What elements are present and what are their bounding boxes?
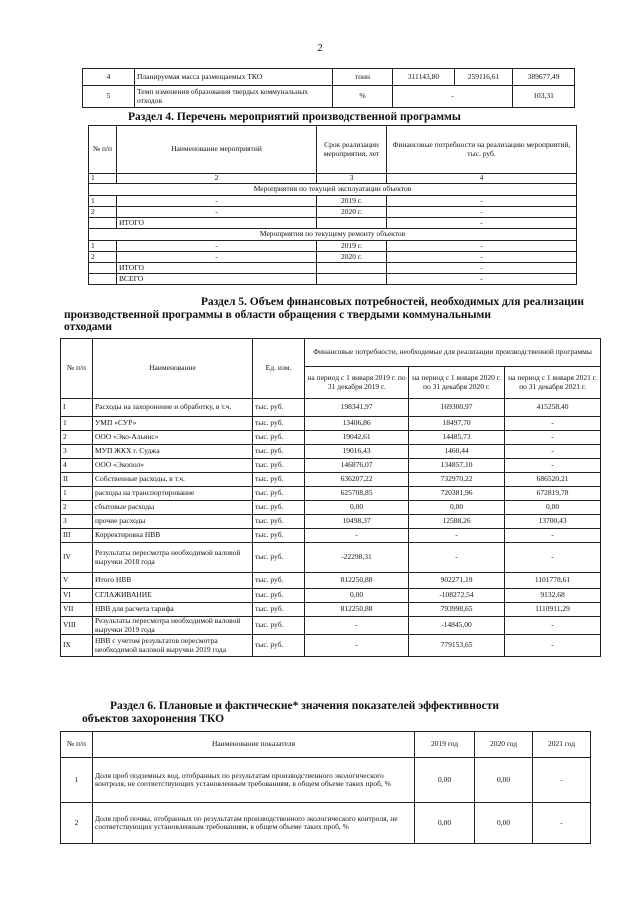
table-row: III Корректировка НВВ тыс. руб. - - - — [61, 529, 601, 543]
section5-table — [60, 338, 601, 657]
header-row: № п/п Наименование мероприятий Срок реализации мероприятия, лет Финансовые потребности на реализацию мероприятий, тыс. руб. — [89, 126, 577, 174]
table-row: 2 Доля проб почвы, отобранных по результатам производственного экологического контроля, не соответствующих установленным требованиям, в общем объеме таких проб, % 0,00 0,00 - — [61, 803, 591, 844]
group-title: Мероприятия по текущему ремонту объектов — [89, 229, 577, 241]
table-row: 2 - 2020 г. - — [89, 207, 577, 218]
section4-table — [88, 125, 577, 285]
table-row: 3 МУП ЖКХ г. Суджа тыс. руб. 19016,43 1460,44 - — [61, 445, 601, 459]
table-row: VIII Результаты пересмотра необходимой валовой выручки 2019 года тыс. руб. - -14845,00 - — [61, 617, 601, 635]
table-row: 1 - 2019 г. - — [89, 241, 577, 252]
total-row: ИТОГО - — [89, 218, 577, 229]
section6-title: Раздел 6. Плановые и фактические* значения показателей эффективности объектов захоронения ТКО — [82, 700, 499, 725]
table-row: VI СГЛАЖИВАНИЕ тыс. руб. 0,00 -108272,54 9132,68 — [61, 589, 601, 603]
table-row: V Итого НВВ тыс. руб. 812250,88 902271,19 1101778,61 — [61, 573, 601, 589]
table-row: VII НВВ для расчета тарифа тыс. руб. 812250,88 793998,65 1110911,29 — [61, 603, 601, 617]
page-number: 2 — [317, 42, 323, 54]
grand-total-row: ВСЕГО - — [89, 274, 577, 285]
section6-table — [60, 731, 591, 844]
table-row: 1 - 2019 г. - — [89, 196, 577, 207]
table-row: 3 прочие расходы тыс. руб. 10498,37 12588,26 13700,43 — [61, 515, 601, 529]
table-row: 1 расходы на транспортирование тыс. руб. 625708,85 720381,96 672819,78 — [61, 487, 601, 501]
total-row: ИТОГО - — [89, 263, 577, 274]
table-row: 4 Планируемая масса размещаемых ТКО тонн 311143,80 259116,61 389677,49 — [83, 69, 575, 86]
section3-table — [82, 68, 575, 108]
section5-title: Раздел 5. Объем финансовых потребностей, необходимых для реализации производственной программы в области обращения с твердыми коммунальными отходами — [64, 296, 584, 333]
column-numbers-row: 1 2 3 4 — [89, 174, 577, 184]
header-row: № п/п Наименование показателя 2019 год 2020 год 2021 год — [61, 732, 591, 758]
header-row: № п/п Наименование Ед. изм. Финансовые потребности, необходимые для реализации производственной программы — [61, 339, 601, 367]
table-row: IV Результаты пересмотра необходимой валовой выручки 2018 года тыс. руб. -22298,31 - - — [61, 543, 601, 573]
table-row: 2 сбытовые расходы тыс. руб. 0,00 0,00 0,00 — [61, 501, 601, 515]
table-row: 5 Темп изменения образования твердых коммунальных отходов % - 103,31 — [83, 86, 575, 108]
group-title: Мероприятия по текущей эксплуатации объектов — [89, 184, 577, 196]
table-row: 4 ООО «Экопол» тыс. руб. 146876,07 134857,10 - — [61, 459, 601, 473]
header-row: на период с 1 января 2019 г. по 31 декабря 2019 г. на период с 1 января 2020 г. по 31 декабря 2020 г. на период с 1 января 2021 г. по 31 декабря 2021 г. — [61, 367, 601, 399]
table-row: 2 - 2020 г. - — [89, 252, 577, 263]
table-row: II Собственные расходы, в т.ч. тыс. руб. 636207,22 732970,22 686520,21 — [61, 473, 601, 487]
table-row: I Расходы на захоронение и обработку, в т.ч. тыс. руб. 198341,97 169300,97 415258,40 — [61, 399, 601, 417]
table-row: 1 Доля проб подземных вод, отобранных по результатам производственного экологического контроля, не соответствующих установленным требованиям, в общем объеме таких проб, % 0,00 0,00 - — [61, 758, 591, 803]
table-row: 1 УМП «СУР» тыс. руб. 13406,86 18497,70 - — [61, 417, 601, 431]
table-row: 2 ООО «Эко-Альянс» тыс. руб. 19042,61 14485,73 - — [61, 431, 601, 445]
section4-title: Раздел 4. Перечень мероприятий производственной программы — [128, 111, 461, 123]
table-row: IX НВВ с учетом результатов пересмотра необходимой валовой выручки 2019 года тыс. руб. - 779153,65 - — [61, 635, 601, 657]
